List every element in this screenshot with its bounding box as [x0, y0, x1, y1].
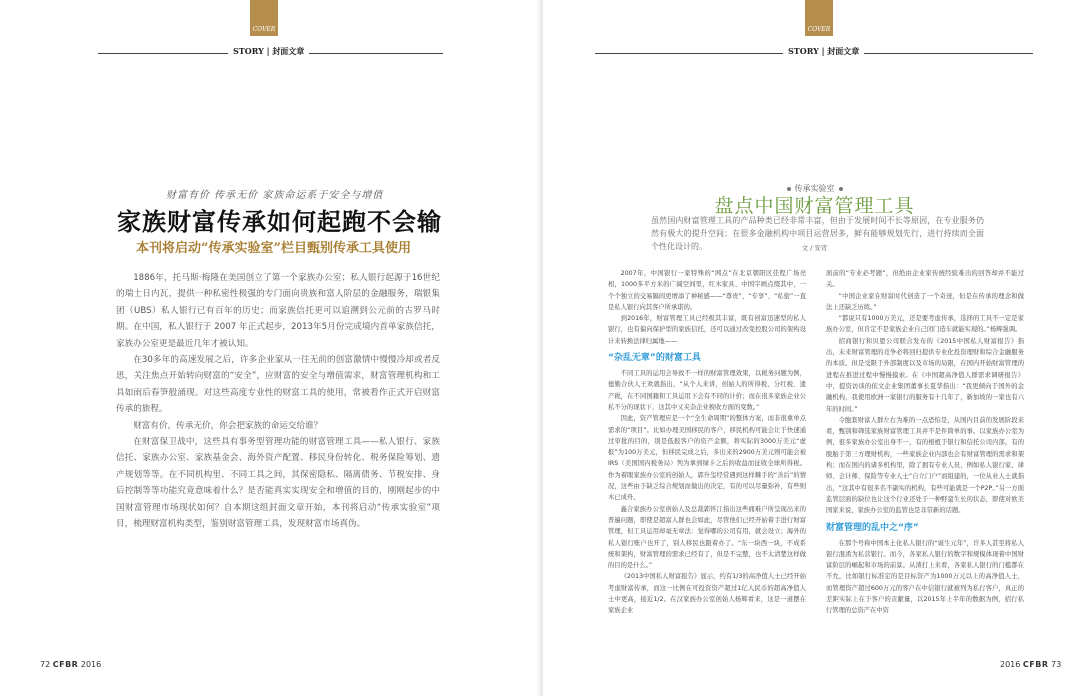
- body-paragraph: 在30多年的高速发展之后，许多企业家从一往无前的创富激情中慢慢冷却或者反思，关注焦点开始转向财富的“安全”，应财富的安全与增值需求，财富管理机构和工具如雨后春笋般涌现。对这些高度专业性的财富工具的使用，常被看作正式开启财富传承的旅程。: [116, 355, 440, 415]
- article-kicker: 财富有价 传承无价 家族命运系于安全与增值: [166, 190, 384, 201]
- body-paragraph: 令胞套财富人群左右为难的一点恐怕是，从国内目前的发展阶段来看，甄别和筛选家族财富管理工具并不是件简单的事。以家族办公室为例，很多家族办公室出身不一，有的根植于银行和信托公司内部，有的脱胎于第三方理财机构，一些家族企业内部也会有财富管理的需求和架构；而在国内的诸多机构里，除了拥有专业人员，例如私人银行家、律师、会计师、保险等专业人士“自立门户”而组建的，一位从业人士就指出，“这其中有很多名不副实的机构，有些可能就是一个P2P。”另一方面监管层面的缺位也让这个行业还处于一种野蛮生长的状态，即使对欧美国家来说，家族办公室的监管也是非常新的话题。: [826, 416, 1024, 515]
- right-page: [543, 0, 1086, 696]
- cover-tab: [250, 0, 278, 36]
- article-body: [116, 270, 440, 533]
- body-paragraph: “都说只有1000万美元，还是要考虑传承，选择的工具不一定是家族办公室，但肯定不是家族企业自己闭门造车就能实现的。”杨辉强调。: [826, 315, 1024, 334]
- body-paragraph: 招商银行和贝恩公司联合发布的《2015中国私人财富报告》指出，未来财富管理的竞争必将回归提供专业化投资理财和综合金融服务的本质。但是受限于外部制度以及市场的局限，在国内开始财富管理的进程在推进过程中慢慢摸索。在《中国超高净值人群需求调研报告》中，提资访谈的依文企业集团董事长夏华指出：“我更倾向于国外的金融机构，我使用欧洲一家银行的服务有十几年了，新加坡的一家也有六年的时间。”: [826, 337, 1024, 413]
- body-paragraph: “中国企业家在财富时代创造了一个奇迹，但是在传承的理念和做法上还缺乏历练。”: [826, 292, 1024, 311]
- cover-tab-label: COVER: [252, 26, 276, 33]
- cover-tab: [805, 0, 833, 36]
- cover-tab-label: COVER: [807, 26, 831, 33]
- section-heading: “杂乱无章”的财富工具: [608, 353, 701, 364]
- story-label: STORY | 封面文章: [783, 46, 864, 57]
- section-heading: 财富管理的乱中之“序”: [826, 522, 919, 533]
- body-paragraph: 在财富保卫战中，这些具有事务型管理功能的财富管理工具——私人银行、家族信托、家族办公室、家族基金会、海外资产配置、移民身份转化、税务保险筹划、遗产规划等等。在不同机构里、不同工具之间，其保密隐私、隔离债务、节税安排、身后控制等等功能究竟意味着什么？是否能真实实现安全和增值的目的，刚刚起步的中国财富管理市场现状如何？自本期这组封面文章开始，本刊将启动“传承实验室”项目，梳理财富机构类型，鉴别财富管理工具，发现财富市场真伪。: [116, 437, 440, 530]
- section-kicker-label: 传承实验室: [794, 184, 835, 193]
- section-title: 盘点中国财富管理工具: [714, 195, 915, 217]
- body-paragraph: 1886年，托马斯·梅隆在美国创立了第一个家族办公室；私人银行起源于16世纪的瑞士日内瓦，提供一种私密性极强的专门面向贵族和富人阶层的金融服务，瑞银集团（UBS）私人银行已有百年的历史；而家族信托更可以追溯到公元前的古罗马时期。在中国，私人银行于 2007 年正式起步，2013年5月份完成境内首单家族信托，家族办公室更是最近几年才被认知。: [116, 273, 440, 349]
- article-subtitle: 本刊将启动“传承实验室”栏目甄别传承工具使用: [136, 241, 411, 256]
- section-deck: 虽然国内财富管理工具的产品种类已经非常丰富，但由于发展时间不长等原因，在专业服务仍然有极大的提升空间；在很多金融机构中项目运营居多，鲜有能够规划先行，进行持续而全面个性化设计的。: [651, 216, 984, 251]
- body-paragraph: 面前的“专业必考题”，但绝由企业家传统经验难出的回答却并不能过关。: [826, 270, 1024, 289]
- magazine-brand: CFBR: [52, 660, 79, 669]
- magazine-brand: CFBR: [1022, 660, 1049, 669]
- body-paragraph: 《2013中国私人财富报告》显示，约有1/3的高净值人士已经开始考虑财富传承，而这一比例在可投资资产超过1亿人民币的超高净值人士中更高，接近1/2。在汉家族办公室创始人杨辉看来，这是一道摆在家族企业: [608, 573, 806, 615]
- body-paragraph: 不同工具的运用会导致不一样的财富管理效果，以税务问题为例，德勤合伙人王欢就指出，“从个人来讲，创始人的所得税、分红税、遗产税，在不同国籍和工具运用下会有不同的计价；而在很多家族企业公私不分的现状下，这其中又夹杂企业税收方面的变数。”: [608, 370, 806, 411]
- text-column-1: [608, 268, 806, 617]
- bullet-dot-icon: [787, 187, 791, 191]
- issue-year: 2016: [80, 660, 102, 669]
- issue-year: 2016: [1000, 660, 1021, 669]
- body-paragraph: 财富有价，传承无价，你会把家族的命运交给谁？: [133, 420, 323, 431]
- page-folio: [40, 660, 101, 669]
- byline: 文 / 安宵: [801, 244, 828, 252]
- story-label: STORY | 封面文章: [228, 46, 309, 57]
- bullet-dot-icon: [839, 187, 843, 191]
- body-paragraph: 因此，资产管理应是一个“全生命周期”的整体方案，而非很重单点需求的“项目”。比如办理美国移民的客户，移民机构可能会让于快速通过审批的目的，别是低报客户的资产金额，将实际的3000万美元“虚报”为100万美元，但移民完成之后，多出来的2900万美元则可能会被IRS（美国国内税务局）列为拿到绿卡之后的收益而征收全球所得税。作为着眼家族办公室的创始人，郭升玺经常遇到这样棘手的“善后”的情况，这些由于缺乏综合规划而做出的决定，有的可以尽量弥补，有些则木已成舟。: [608, 415, 806, 502]
- page-folio: [1000, 660, 1061, 669]
- body-paragraph: 鑫合家族办公室创始人及总裁郭怀江指出这些痛难户所呈现出来的普遍问题，即使是超富人群也会如此，尽管他们已经开始着手进行财富管理，但工具运用却毫无章法：觉得哪的公司有用，就会设立；海外的私人银行账户也开了，别人移民也跟着办了。“东一块西一块，不成系统和架构，财富管理的需求已经有了，但是不完整，也不太清楚这样做的目的是什么。”: [608, 505, 806, 570]
- article-title: 家族财富传承如何起跑不会输: [117, 207, 442, 236]
- body-paragraph: 在那个号称中国本土化私人银行的“诞生元年”，许多人甚至将私人银行混淆为私营银行。而今，各家私人银行的数字和规模体现着中国财富阶层的崛起和市场的前景。从渣打上来看，各家私人银行的门槛都在不允，比如银行标准定的是目标资产为1000万元以上的高净值人士，而管理资产超过600万元的客户在中信银行就被列为私行客户，真正的差距实际上在于客户的贡献量，以2015年上半年的数据为例，招行私行管理的总资产在中资: [826, 539, 1024, 615]
- body-paragraph: 2007年，中国银行一家特殊的“网点”在北京朝阳区佳程广场亮相，1000多平方米的广阔空间里，红木家具、中国字画点缀其中，一个个独立的交易隔间更增添了神秘感——“尊贵”、“专享”、“私密”一直是私人银行向其客户所承诺的。: [608, 270, 806, 311]
- text-column-2: [826, 268, 1024, 617]
- body-paragraph: 到2016年，财富管理工具已经极其丰富，既有创富迅速型的私人银行，也有偏向保护型的家族信托，还可以通过改变控股公司的架构设计来转换法律归属地——: [608, 315, 806, 345]
- page-number: 73: [1051, 660, 1062, 669]
- page-number: 72: [40, 660, 51, 669]
